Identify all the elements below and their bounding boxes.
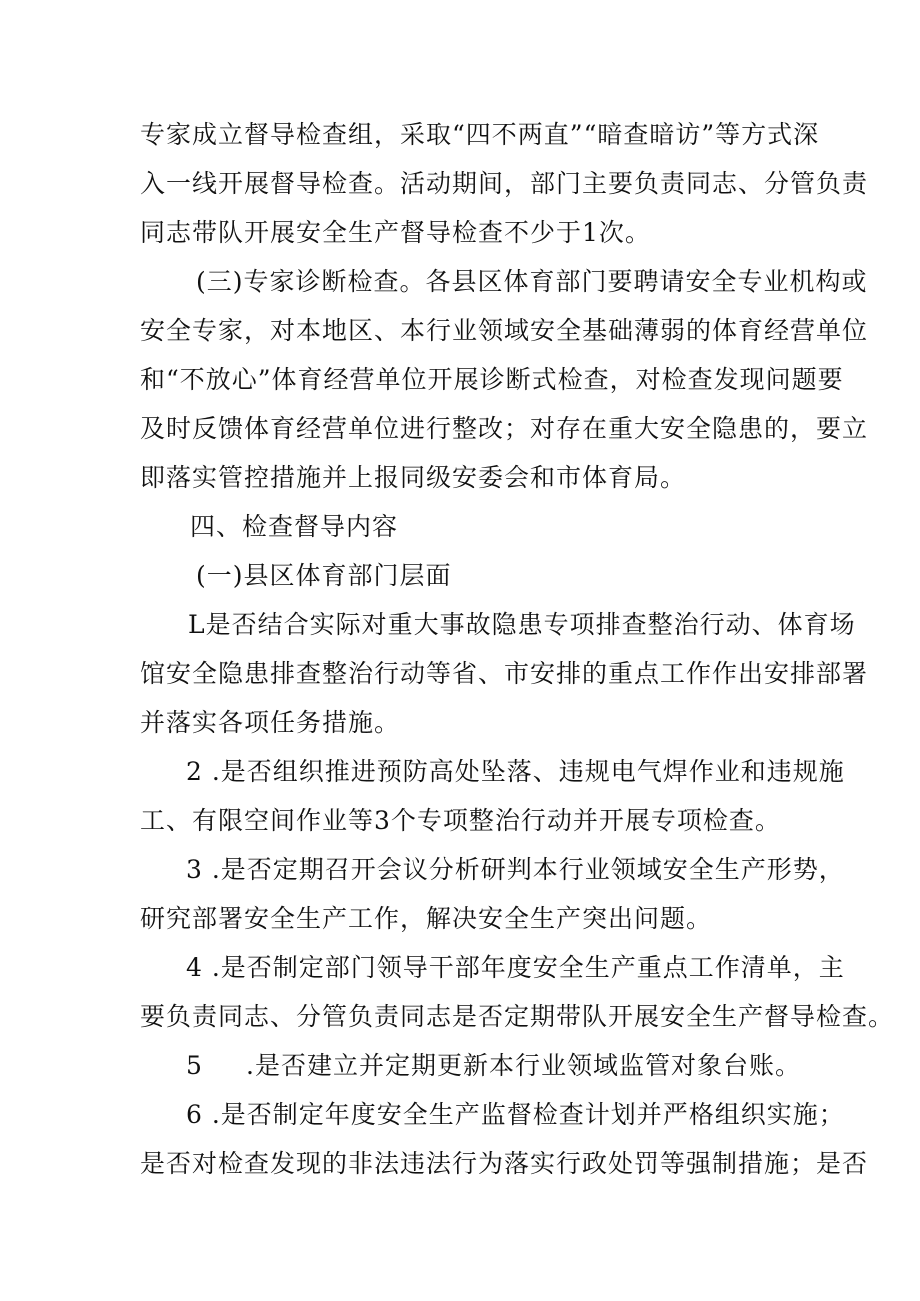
paragraph-line: 安全专家，对本地区、本行业领域安全基础薄弱的体育经营单位 xyxy=(140,316,869,345)
paragraph-line: 要负责同志、分管负责同志是否定期带队开展安全生产督导检查。 xyxy=(140,1002,895,1031)
list-item-number: 5 xyxy=(186,1051,203,1080)
section-heading: 四、检查督导内容 xyxy=(190,512,399,541)
paragraph-line: 是否对检查发现的非法违法行为落实行政处罚等强制措施；是否 xyxy=(140,1149,869,1178)
paragraph-line: (三)专家诊断检查。各县区体育部门要聘请安全专业机构或 xyxy=(196,267,868,296)
subsection-heading: (一)县区体育部门层面 xyxy=(196,561,452,590)
paragraph-line: L是否结合实际对重大事故隐患专项排查整治行动、体育场 xyxy=(188,610,856,639)
paragraph-line: 同志带队开展安全生产督导检查不少于1次。 xyxy=(140,218,651,247)
paragraph-line: 4 .是否制定部门领导干部年度安全生产重点工作清单，主 xyxy=(186,953,845,982)
list-item-text: .是否建立并定期更新本行业领域监管对象台账。 xyxy=(246,1051,801,1080)
paragraph-line: 3 .是否定期召开会议分析研判本行业领域安全生产形势， xyxy=(186,855,845,884)
paragraph-line: 即落实管控措施并上报同级安委会和市体育局。 xyxy=(140,463,687,492)
paragraph-line: 研究部署安全生产工作，解决安全生产突出问题。 xyxy=(140,904,713,933)
paragraph-line: 及时反馈体育经营单位进行整改；对存在重大安全隐患的，要立 xyxy=(140,414,869,443)
paragraph-line: 专家成立督导检查组，采取“四不两直”“暗查暗访”等方式深 xyxy=(140,120,820,149)
paragraph-line: 并落实各项任务措施。 xyxy=(140,708,401,737)
paragraph-line: 馆安全隐患排查整治行动等省、市安排的重点工作作出安排部署 xyxy=(140,659,869,688)
paragraph-line: 6 .是否制定年度安全生产监督检查计划并严格组织实施； xyxy=(186,1100,845,1129)
paragraph-line: 工、有限空间作业等3个专项整治行动并开展专项检查。 xyxy=(140,806,781,835)
paragraph-line: 入一线开展督导检查。活动期间，部门主要负责同志、分管负责 xyxy=(140,169,869,198)
list-item-5 xyxy=(186,1050,836,1082)
paragraph-line: 和“不放心”体育经营单位开展诊断式检查，对检查发现问题要 xyxy=(140,365,844,394)
paragraph-line: 2 .是否组织推进预防高处坠落、违规电气焊作业和违规施 xyxy=(186,757,845,786)
